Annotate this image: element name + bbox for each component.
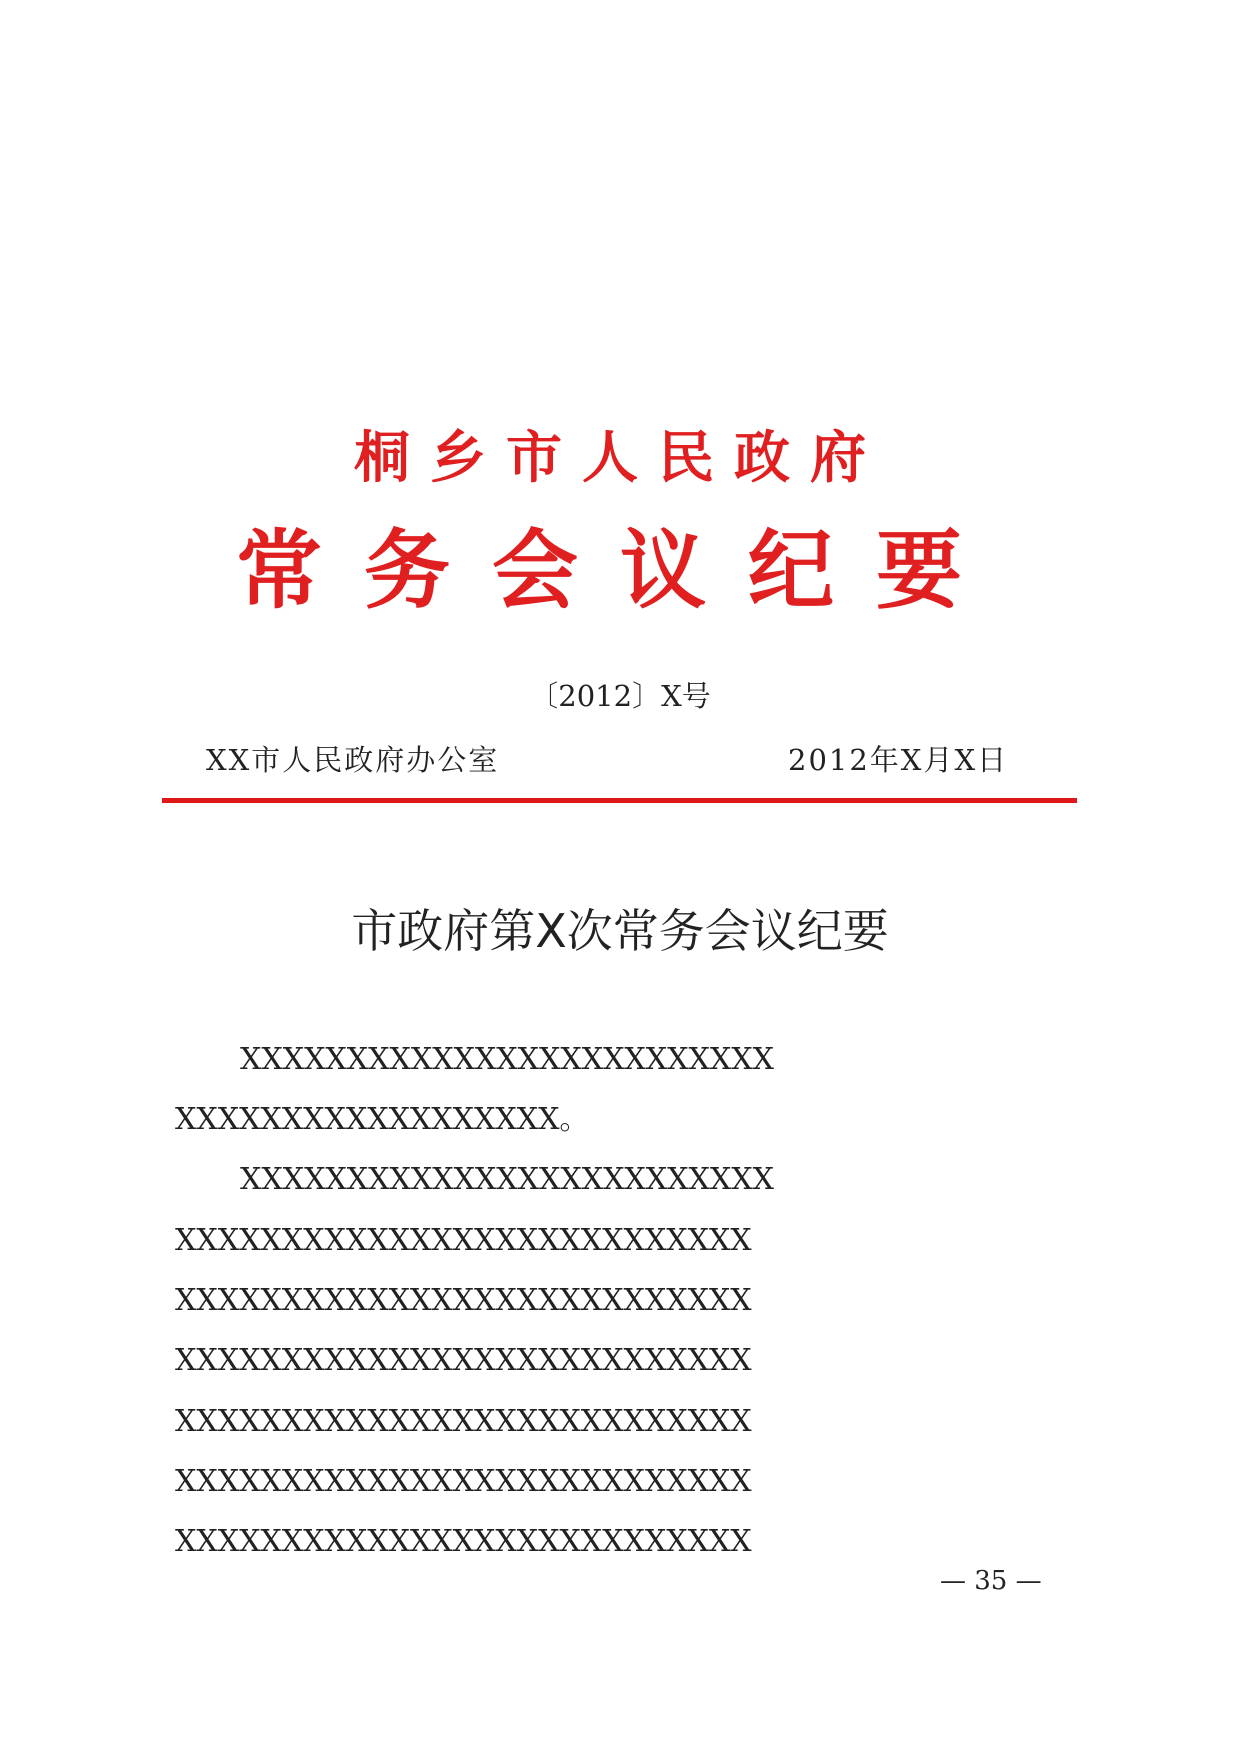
issuer: XX市人民政府办公室 xyxy=(206,743,500,777)
paragraph-1-line-1: XXXXXXXXXXXXXXXXXXXXXXXXX xyxy=(240,1045,774,1075)
paragraph-2-line-3: XXXXXXXXXXXXXXXXXXXXXXXXXXX xyxy=(175,1286,752,1316)
document-number: 〔2012〕X号 xyxy=(529,679,711,713)
document-title: 市政府第X次常务会议纪要 xyxy=(351,904,889,958)
paragraph-2-line-2: XXXXXXXXXXXXXXXXXXXXXXXXXXX xyxy=(175,1226,752,1256)
paragraph-1-line-2: XXXXXXXXXXXXXXXXXX。 xyxy=(175,1105,590,1135)
issue-date: 2012年X月X日 xyxy=(788,743,1009,777)
paragraph-2-line-4: XXXXXXXXXXXXXXXXXXXXXXXXXXX xyxy=(175,1346,752,1376)
red-divider-line xyxy=(162,798,1077,803)
paragraph-2-line-5: XXXXXXXXXXXXXXXXXXXXXXXXXXX xyxy=(175,1407,752,1437)
paragraph-2-line-1: XXXXXXXXXXXXXXXXXXXXXXXXX xyxy=(240,1165,774,1195)
header-organization: 桐乡市人民政府 xyxy=(354,425,886,491)
header-document-type: 常务会议纪要 xyxy=(236,520,1004,621)
page-number: — 35 — xyxy=(940,1566,1042,1596)
paragraph-2-line-7: XXXXXXXXXXXXXXXXXXXXXXXXXXX xyxy=(175,1527,752,1557)
paragraph-2-line-6: XXXXXXXXXXXXXXXXXXXXXXXXXXX xyxy=(175,1467,752,1497)
